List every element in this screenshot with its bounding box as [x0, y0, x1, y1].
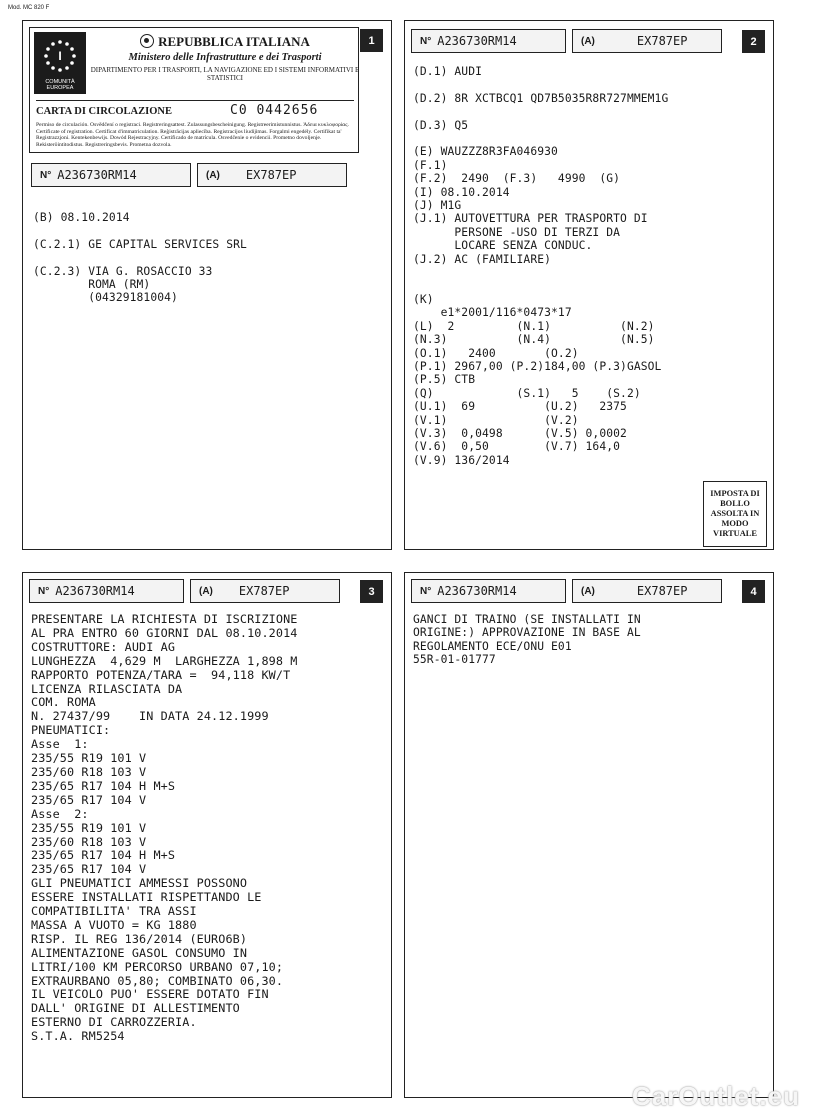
republic-title: REPUBBLICA ITALIANA [90, 34, 360, 50]
document-header [29, 27, 359, 153]
doc-number-box: N° A236730RM14 [411, 29, 566, 53]
panel-number-badge: 1 [360, 29, 383, 52]
carta-number: C0 0442656 [230, 103, 319, 118]
doc-number: A236730RM14 [437, 584, 517, 598]
doc-number-box: N° A236730RM14 [29, 579, 184, 603]
panel-1 [22, 20, 392, 550]
doc-number: A236730RM14 [57, 168, 137, 182]
plate-box: (A) EX787EP [572, 579, 722, 603]
ministry-title: Ministero delle Infrastrutture e dei Trasporti [128, 52, 322, 63]
notes-text: PRESENTARE LA RICHIESTA DI ISCRIZIONE AL PRA ENTRO 60 GIORNI DAL 08.10.2014 COSTRUTTORE: AUDI AG LUNGHEZZA 4,629 M LARGHEZZA 1,898 M RAPPORTO POTENZA/TARA = 94,118 KW/T LICENZA RILASCIATA DA COM. ROMA N. 27437/99 IN DATA 24.12.1999 PNEUMATICI: Asse 1: 235/55 R19 101 V 235/60 R18 103 V 235/65 R17 104 H M+S 235/65 R17 104 V Asse 2: 235/55 R19 101 V 235/60 R18 103 V 235/65 R17 104 H M+S 235/65 R17 104 V GLI PNEUMATICI AMMESSI POSSONO ESSERE INSTALLATI RISPETTANDO LE COMPATIBILITA' TRA ASSI MASSA A VUOTO = KG 1880 RISP. IL REG 136/2014 (EURO6B) ALIMENTAZIONE GASOL CONSUMO IN LITRI/100 KM PERCORSO URBANO 07,10; EXTRAURBANO 05,80; COMBINATO 06,30. IL VEICOLO PUO' ESSERE DOTATO FIN DALL' ORIGINE DI ALLESTIMENTO ESTERNO DI CARROZZERIA. S.T.A. RM5254 [31, 612, 298, 1044]
plate-box: (A) EX787EP [572, 29, 722, 53]
towing-notes: GANCI DI TRAINO (SE INSTALLATI IN ORIGINE:) APPROVAZIONE IN BASE AL REGOLAMENTO ECE/ONU E01 55R-01-01777 [413, 613, 641, 667]
panel-4 [404, 572, 774, 1098]
republic-emblem-icon [140, 34, 154, 48]
plate-number: EX787EP [636, 584, 688, 598]
panel-3 [22, 572, 392, 1098]
plate-box: (A) EX787EP [197, 163, 347, 187]
stamp-duty-box: IMPOSTA DI BOLLO ASSOLTA IN MODO VIRTUALE [703, 481, 767, 547]
carta-label: CARTA DI CIRCOLAZIONE [36, 106, 172, 117]
model-label: Mod. MC 820 F [8, 5, 50, 11]
doc-number: A236730RM14 [437, 34, 517, 48]
panel-2 [404, 20, 774, 550]
panel-number-badge: 3 [360, 580, 383, 603]
multilang-title: Permiso de circulación. Osvědčení o registraci. Registreringsattest. Zulassungsbescheinigung. Registreerimistunnistus. Άδεια κυκλοφορίας. Certificate of registration. Certificat d'immatriculation. Reģistrācijas apliecība. Registracijos liudijimas. Forgalmi engedély. Certifikat ta' Registrazzjoni. Kentekenbewijs. Dowód Rejestracyjny. Certificado de matrícula. Osvedčenie o evidencii. Prometno dovoljenje. Rekisteröintitodistus. Registreringsbevis. Prometna dozvola. [36, 122, 349, 148]
id-row [29, 579, 340, 603]
id-row [411, 29, 722, 53]
watermark-logo: CarOutlet.eu [631, 1081, 800, 1111]
panel-number-badge: 2 [742, 30, 765, 53]
svg-text:I: I [58, 49, 62, 63]
plate-number: EX787EP [245, 168, 297, 182]
plate-number: EX787EP [636, 34, 688, 48]
eu-label: COMUNITÀ EUROPEA [45, 79, 75, 91]
id-row [411, 579, 722, 603]
eu-flag-icon [34, 32, 86, 94]
plate-box: (A) EX787EP [190, 579, 340, 603]
divider [36, 100, 354, 101]
doc-number: A236730RM14 [55, 584, 135, 598]
doc-number-box: N° A236730RM14 [31, 163, 191, 187]
plate-number: EX787EP [238, 584, 290, 598]
id-row [31, 163, 347, 187]
owner-info: (B) 08.10.2014 (C.2.1) GE CAPITAL SERVICES SRL (C.2.3) VIA G. ROSACCIO 33 ROMA (RM) (04329181004) [33, 211, 247, 305]
panel-number-badge: 4 [742, 580, 765, 603]
department-title: DIPARTIMENTO PER I TRASPORTI, LA NAVIGAZIONE ED I SISTEMI INFORMATIVI E STATISTICI [90, 66, 360, 82]
vehicle-data: (D.1) AUDI (D.2) 8R XCTBCQ1 QD7B5035R8R727MMEM1G (D.3) Q5 (E) WAUZZZ8R3FA046930 (F.1) (F.2) 2490 (F.3) 4990 (G) (I) 08.10.2014 (J) M1G (J.1) AUTOVETTURA PER TRASPORTO DI PERSONE -USO DI TERZI DA LOCARE SENZA CONDUC. (J.2) AC (FAMILIARE) (K) e1*2001/116*0473*17 (L) 2 (N.1) (N.2) (N.3) (N.4) (N.5) (O.1) 2400 (O.2) (P.1) 2967,00 (P.2)184,00 (P.3)GASOL (P.5) CTB (Q) (S.1) 5 (S.2) (U.1) 69 (U.2) 2375 (V.1) (V.2) (V.3) 0,0498 (V.5) 0,0002 (V.6) 0,50 (V.7) 164,0 (V.9) 136/2014 [413, 65, 669, 467]
doc-number-box: N° A236730RM14 [411, 579, 566, 603]
